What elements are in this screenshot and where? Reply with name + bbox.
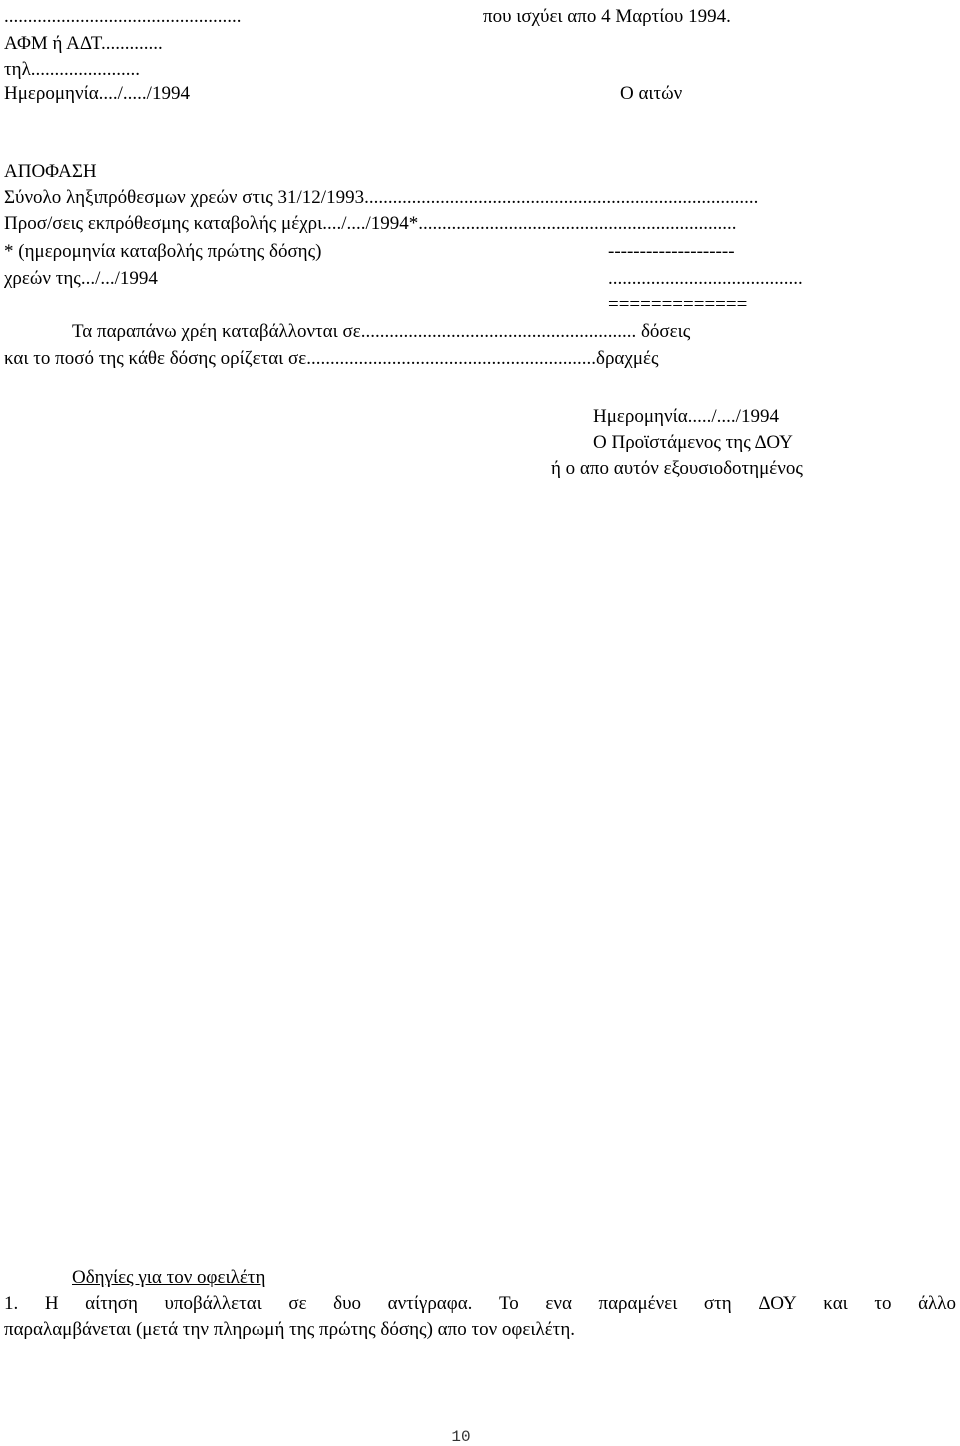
instruction-item-1-continuation: παραλαμβάνεται (μετά την πληρωμή της πρώτης δόσης) απο τον οφειλέτη. bbox=[4, 1319, 576, 1340]
instruction-word: 1. bbox=[4, 1293, 19, 1314]
total-amount-dots: ......................................... bbox=[608, 268, 803, 289]
instruction-word: Το bbox=[499, 1293, 519, 1314]
instructions-heading: Οδηγίες για τον οφειλέτη bbox=[72, 1267, 266, 1288]
first-payment-footnote: * (ημερομηνία καταβολής πρώτης δόσης) bbox=[4, 241, 322, 262]
installment-amount-line: και το ποσό της κάθε δόσης ορίζεται σε.............................................................δραχμές bbox=[4, 348, 659, 369]
page-number: 10 bbox=[451, 1428, 471, 1446]
applicant-name-line: .................................................. bbox=[4, 6, 242, 27]
validity-note: που ισχύει απο 4 Μαρτίου 1994. bbox=[483, 6, 731, 27]
instruction-word: ΔΟΥ bbox=[758, 1293, 797, 1314]
delegate-title: ή ο απο αυτόν εξουσιοδοτημένος bbox=[551, 458, 803, 479]
application-date-field: Ημερομηνία..../...../1994 bbox=[4, 83, 190, 104]
total-equals-line: ============= bbox=[608, 294, 748, 315]
instruction-word: υποβάλλεται bbox=[164, 1293, 262, 1314]
director-title: Ο Προϊστάμενος της ΔΟΥ bbox=[593, 432, 793, 453]
surcharge-line: Προσ/σεις εκπρόθεσμης καταβολής μέχρι..../..../1994*................................................................... bbox=[4, 213, 737, 234]
decision-heading: ΑΠΟΦΑΣΗ bbox=[4, 161, 97, 182]
instruction-word: και bbox=[823, 1293, 848, 1314]
instruction-word: σε bbox=[288, 1293, 307, 1314]
debts-date-line: χρεών της.../.../1994 bbox=[4, 268, 158, 289]
instruction-word: το bbox=[874, 1293, 892, 1314]
phone-field: τηλ....................... bbox=[4, 59, 141, 80]
decision-date-field: Ημερομηνία...../..../1994 bbox=[593, 406, 779, 427]
installments-count-line: Τα παραπάνω χρέη καταβάλλονται σε.......................................................... δόσεις bbox=[72, 321, 691, 342]
afm-adt-field: ΑΦΜ ή ΑΔΤ............. bbox=[4, 33, 163, 54]
instruction-item-1-first-line bbox=[4, 1292, 956, 1316]
total-debts-line: Σύνολο ληξιπρόθεσμων χρεών στις 31/12/1993................................................................................... bbox=[4, 187, 759, 208]
instruction-word: ενα bbox=[545, 1293, 572, 1314]
subtotal-dashes: -------------------- bbox=[608, 241, 735, 262]
instruction-word: άλλο bbox=[918, 1293, 956, 1314]
instruction-word: στη bbox=[703, 1293, 732, 1314]
applicant-signature-label: Ο αιτών bbox=[620, 83, 683, 104]
instruction-word: αίτηση bbox=[85, 1293, 138, 1314]
instruction-word: παραμένει bbox=[598, 1293, 678, 1314]
instruction-word: αντίγραφα. bbox=[387, 1293, 473, 1314]
instruction-word: δυο bbox=[333, 1293, 362, 1314]
instruction-word: Η bbox=[44, 1293, 59, 1314]
